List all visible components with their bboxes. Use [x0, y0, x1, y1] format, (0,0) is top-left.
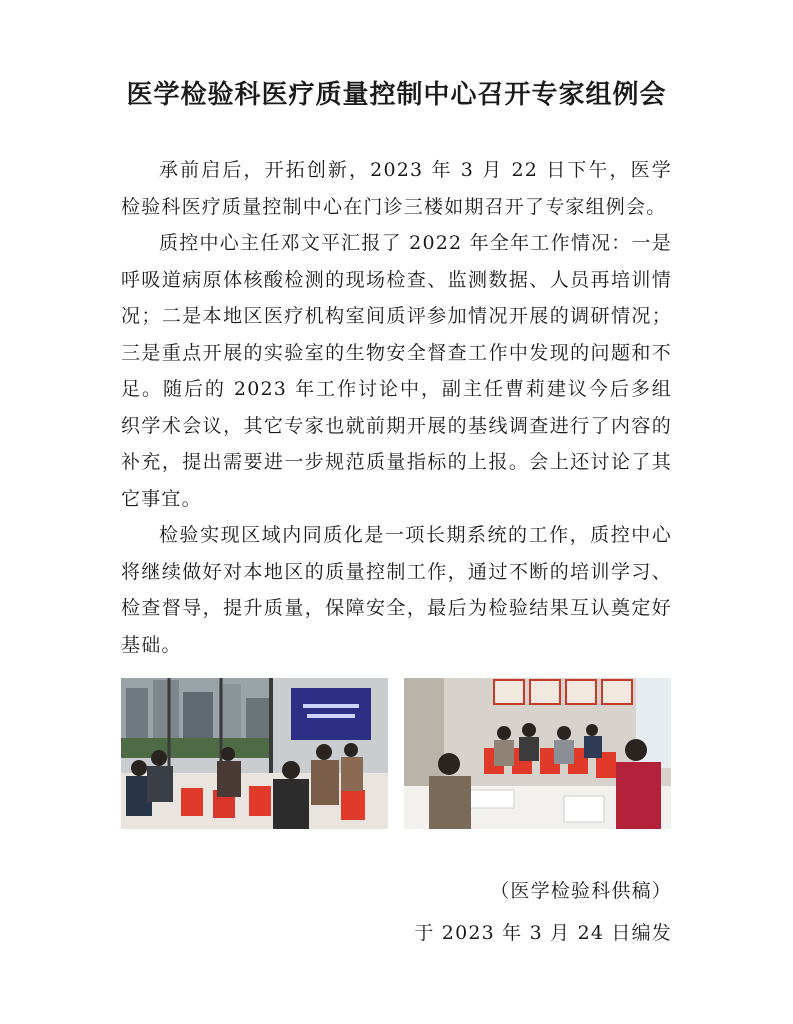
meeting-photo-left	[121, 678, 388, 829]
paragraph: 承前启后，开拓创新，2023 年 3 月 22 日下午，医学检验科医疗质量控制中心在门诊三楼如期召开了专家组例会。	[121, 159, 672, 218]
article-body	[121, 152, 672, 663]
publish-date: 于 2023 年 3 月 24 日编发	[414, 922, 672, 944]
credit-line: （医学检验科供稿）	[490, 880, 672, 902]
meeting-photo-right	[404, 678, 671, 829]
paragraph: 检验实现区域内同质化是一项长期系统的工作，质控中心将继续做好对本地区的质量控制工作，通过不断的培训学习、检查督导，提升质量，保障安全，最后为检验结果互认奠定好基础。	[121, 524, 672, 656]
page-title: 医学检验科医疗质量控制中心召开专家组例会	[126, 80, 667, 110]
paragraph: 质控中心主任邓文平汇报了 2022 年全年工作情况：一是呼吸道病原体核酸检测的现场检查、监测数据、人员再培训情况；二是本地区医疗机构室间质评参加情况开展的调研情况；三是重点开展的实验室的生物安全督查工作中发现的问题和不足。随后的 2023 年工作讨论中，副主任曹莉建议今后多组织学术会议，其它专家也就前期开展的基线调查进行了内容的补充，提出需要进一步规范质量指标的上报。会上还讨论了其它事宜。	[121, 232, 672, 510]
